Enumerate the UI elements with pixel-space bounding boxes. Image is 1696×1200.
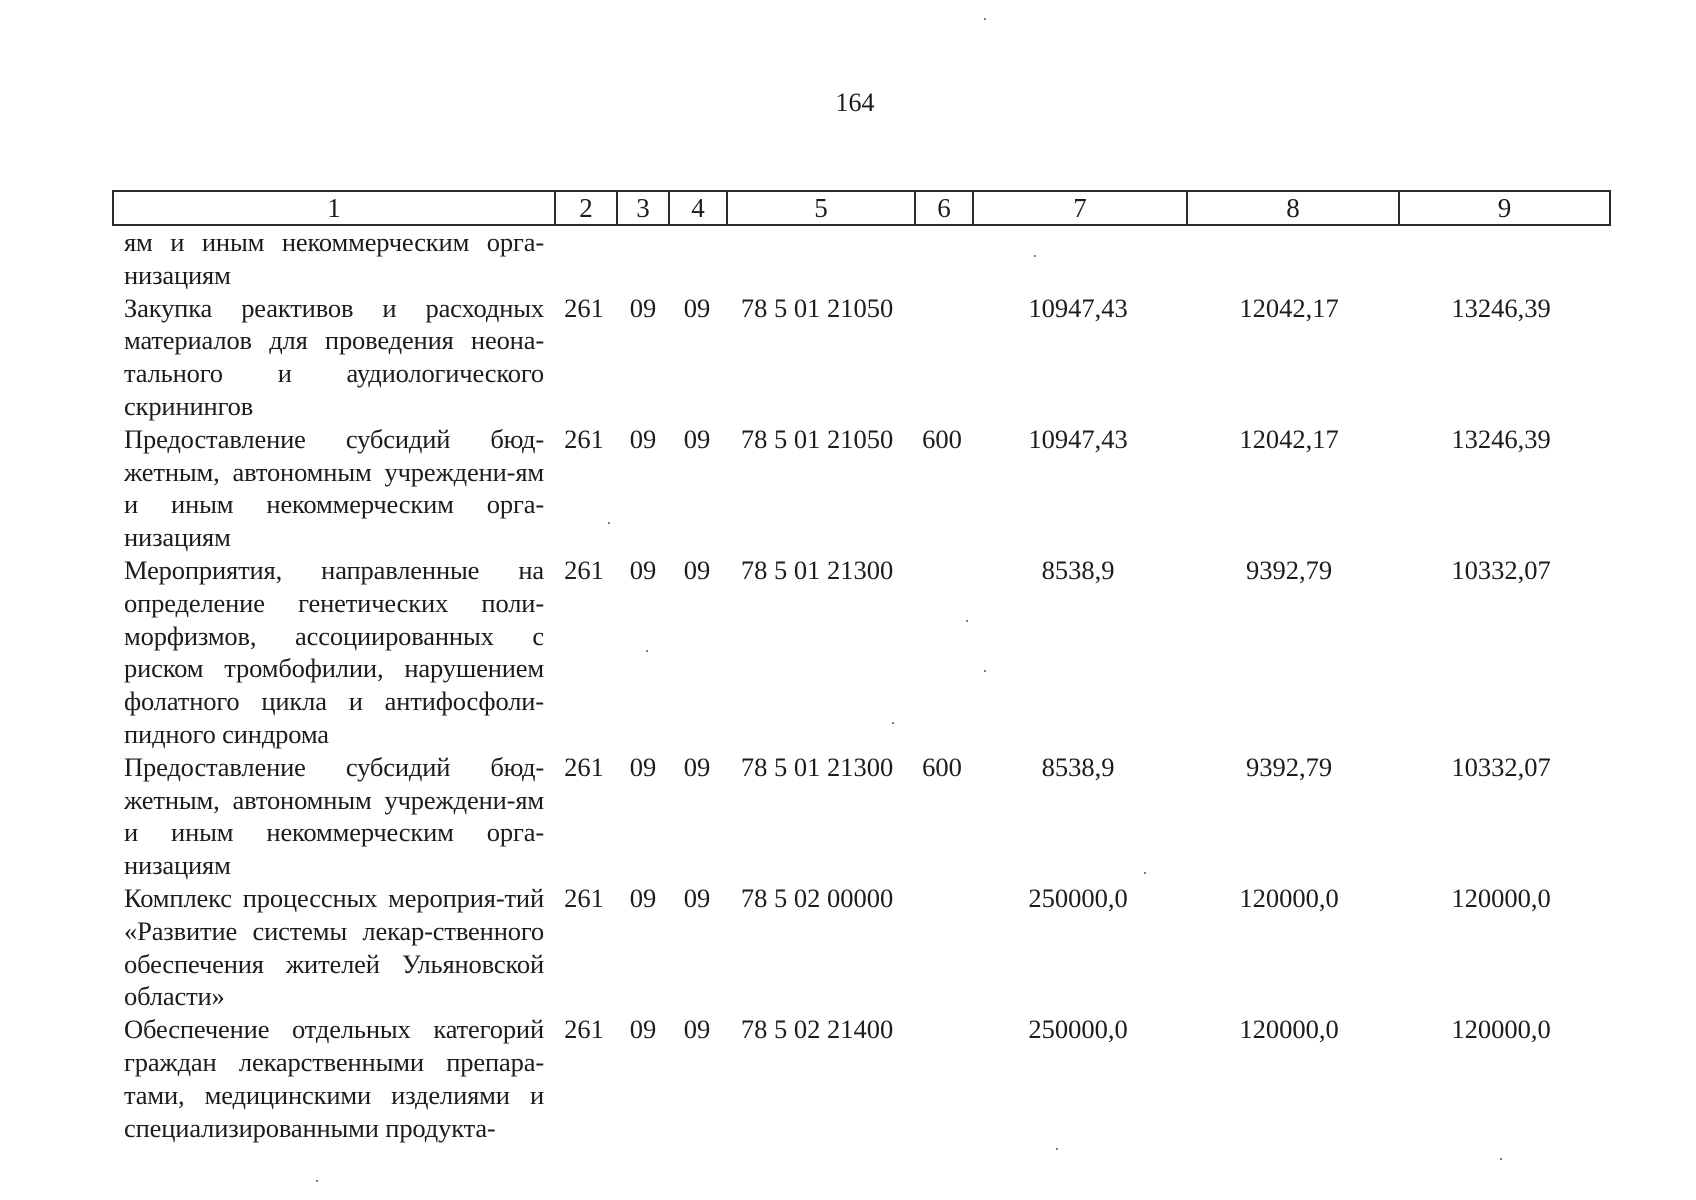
row-description: Закупка реактивов и расходных материалов для проведения неона-тального и аудиологического скринингов	[124, 292, 544, 421]
row-amount-col7: 8538,9	[1041, 554, 1115, 585]
row-description: Комплекс процессных мероприя-тий «Развитие системы лекар-ственного обеспечения жителей Ульяновской области»	[124, 882, 544, 1012]
row-subsection-code: 09	[683, 423, 711, 454]
table-row	[0, 292, 1696, 423]
table-body	[0, 226, 1696, 1144]
table-row	[0, 554, 1696, 751]
row-target-code: 78 5 01 21050	[740, 423, 894, 454]
row-ministry-code: 261	[564, 554, 604, 585]
row-subsection-code: 09	[683, 751, 711, 782]
row-ministry-code: 261	[564, 751, 604, 782]
table-row	[0, 1013, 1696, 1144]
scan-speck	[1144, 872, 1146, 874]
row-amount-col8: 12042,17	[1239, 292, 1339, 323]
header-col-3: 3	[617, 191, 669, 225]
row-expense-type: 600	[922, 423, 962, 454]
table-row	[0, 882, 1696, 1013]
row-description: Обеспечение отдельных категорий граждан лекарственными препара-тами, медицинскими изделиями и специализированными продукта-	[124, 1014, 544, 1143]
table-row	[0, 751, 1696, 882]
row-target-code: 78 5 01 21050	[740, 292, 894, 323]
scan-speck	[1034, 255, 1036, 257]
scan-speck	[1056, 1148, 1058, 1150]
row-amount-col9: 13246,39	[1451, 292, 1551, 323]
row-amount-col9: 120000,0	[1451, 882, 1551, 913]
row-subsection-code: 09	[683, 882, 711, 913]
row-target-code: 78 5 02 21400	[740, 1014, 894, 1045]
table-header	[112, 190, 1611, 226]
row-amount-col7: 10947,43	[1028, 423, 1128, 454]
scan-speck	[1500, 1158, 1502, 1160]
row-amount-col8: 9392,79	[1245, 554, 1333, 585]
row-section-code: 09	[629, 1014, 657, 1045]
row-expense-type: 600	[922, 751, 962, 782]
row-section-code: 09	[629, 882, 657, 913]
scan-speck	[608, 522, 610, 524]
header-col-5: 5	[727, 191, 915, 225]
row-section-code: 09	[629, 423, 657, 454]
row-amount-col7: 10947,43	[1028, 292, 1128, 323]
row-section-code: 09	[629, 554, 657, 585]
row-amount-col8: 9392,79	[1245, 751, 1333, 782]
table-row	[0, 226, 1696, 292]
row-target-code: 78 5 02 00000	[740, 882, 894, 913]
table-row	[0, 423, 1696, 554]
row-ministry-code: 261	[564, 423, 604, 454]
row-amount-col9: 13246,39	[1451, 423, 1551, 454]
row-description: Предоставление субсидий бюд-жетным, автономным учреждени-ям и иным некоммерческим орга-низациям	[124, 423, 544, 553]
scan-speck	[984, 18, 986, 20]
scan-speck	[316, 1180, 318, 1182]
row-section-code: 09	[629, 751, 657, 782]
row-target-code: 78 5 01 21300	[740, 751, 894, 782]
row-amount-col7: 250000,0	[1028, 1014, 1128, 1045]
row-description: ям и иным некоммерческим орга-низациям	[124, 227, 544, 290]
header-col-9: 9	[1399, 191, 1610, 225]
row-subsection-code: 09	[683, 554, 711, 585]
scan-speck	[984, 670, 986, 672]
row-amount-col8: 120000,0	[1239, 1014, 1339, 1045]
row-amount-col9: 10332,07	[1451, 554, 1551, 585]
row-description: Предоставление субсидий бюд-жетным, автономным учреждени-ям и иным некоммерческим орга-низациям	[124, 751, 544, 881]
row-amount-col8: 12042,17	[1239, 423, 1339, 454]
row-amount-col7: 250000,0	[1028, 882, 1128, 913]
header-col-6: 6	[915, 191, 973, 225]
header-col-7: 7	[973, 191, 1187, 225]
row-target-code: 78 5 01 21300	[740, 554, 894, 585]
header-col-8: 8	[1187, 191, 1399, 225]
header-col-2: 2	[555, 191, 617, 225]
header-col-1: 1	[113, 191, 555, 225]
scan-speck	[646, 650, 648, 652]
row-ministry-code: 261	[564, 292, 604, 323]
row-subsection-code: 09	[683, 1014, 711, 1045]
row-ministry-code: 261	[564, 882, 604, 913]
row-ministry-code: 261	[564, 1014, 604, 1045]
scan-speck	[892, 722, 894, 724]
scan-speck	[966, 620, 968, 622]
row-amount-col9: 10332,07	[1451, 751, 1551, 782]
row-amount-col7: 8538,9	[1041, 751, 1115, 782]
row-description: Мероприятия, направленные на определение генетических поли-морфизмов, ассоциированных с риском тромбофилии, нарушением фолатного цикла и антифосфоли-пидного синдрома	[124, 554, 544, 749]
row-subsection-code: 09	[683, 292, 711, 323]
row-amount-col8: 120000,0	[1239, 882, 1339, 913]
page-number: 164	[835, 88, 875, 117]
header-col-4: 4	[669, 191, 727, 225]
row-section-code: 09	[629, 292, 657, 323]
row-amount-col9: 120000,0	[1451, 1014, 1551, 1045]
